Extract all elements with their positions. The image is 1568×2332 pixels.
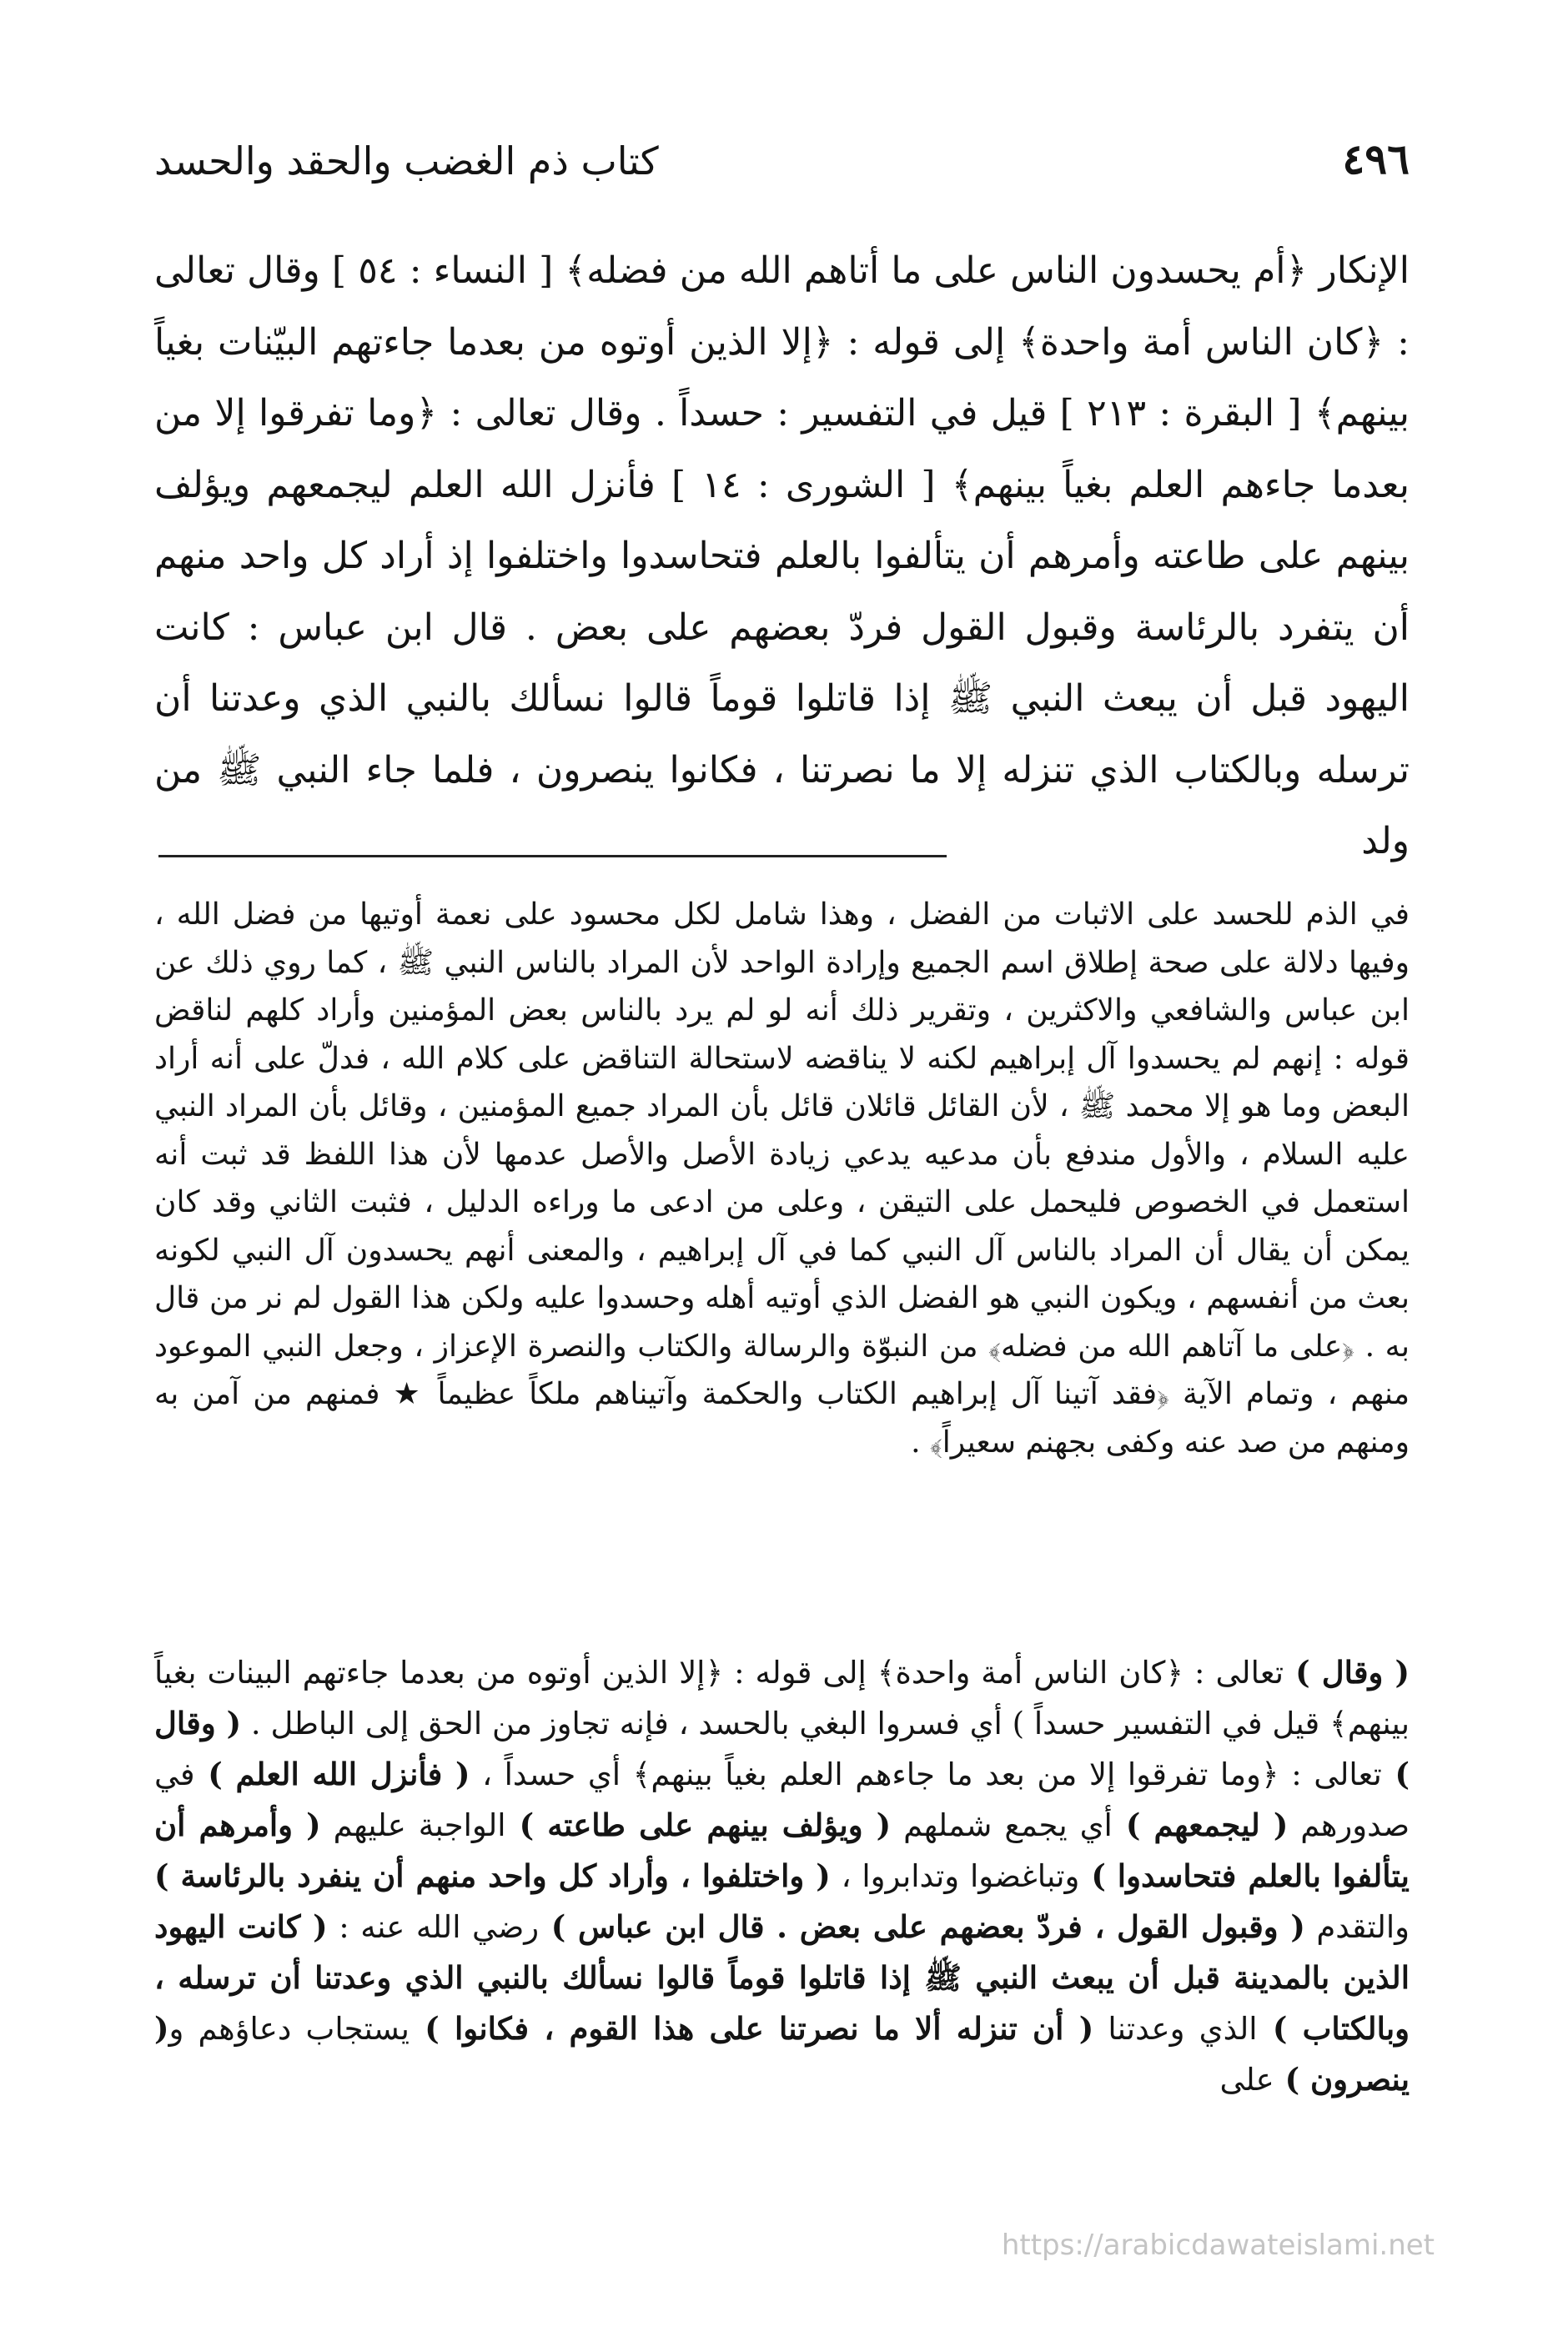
main-text <box>154 235 1410 877</box>
main-paragraph: الإنكار ﴿أم يحسدون الناس على ما أتاهم الله من فضله﴾ [ النساء : ٥٤ ] وقال تعالى : ﴿كان الناس أمة واحدة﴾ إلى قوله : ﴿إلا الذين أوتوه من بعدما جاءتهم البيّنات بغياً بينهم﴾ [ البقرة : ٢١٣ ] قيل في التفسير : حسداً . وقال تعالى : ﴿وما تفرقوا إلا من بعدما جاءهم العلم بغياً بينهم﴾ [ الشورى : ١٤ ] فأنزل الله العلم ليجمعهم ويؤلف بينهم على طاعته وأمرهم أن يتألفوا بالعلم فتحاسدوا واختلفوا إذ أراد كل واحد منهم أن يتفرد بالرئاسة وقبول القول فردّ بعضهم على بعض . قال ابن عباس : كانت اليهود قبل أن يبعث النبي ﷺ إذا قاتلوا قوماً قالوا نسألك بالنبي الذي وعدتنا أن ترسله وبالكتاب الذي تنزله إلا ما نصرتنا ، فكانوا ينصرون ، فلما جاء النبي ﷺ من ولد <box>154 249 1410 862</box>
commentary-segment: ( وقبول القول ، فردّ بعضهم على بعض . قال ابن عباس ) <box>539 1908 1305 1945</box>
page-number: ٤٩٦ <box>1342 134 1410 183</box>
footnote-divider <box>158 855 947 857</box>
commentary-segment: رضي الله عنه : <box>327 1909 540 1945</box>
commentary-segment: على <box>1219 2062 1274 2098</box>
commentary-segment: ( كانت اليهود الذين بالمدينة قبل أن يبعث النبي ﷺ إذا قاتلوا قوماً قالوا نسألك بالنبي الذي وعدتنا أن ترسله ، وبالكتاب ) <box>154 1908 1410 2047</box>
commentary-segment: ( ويؤلف بينهم على طاعته ) <box>505 1807 892 1843</box>
commentary-segment: تعالى : ﴿كان الناس أمة واحدة﴾ إلى قوله : ﴿إلا الذين أوتوه من بعدما جاءتهم البينات بغياً بينهم﴾ قيل في التفسير حسداً ) أي فسروا البغي بالحسد ، فإنه تجاوز من الحق إلى الباطل . <box>154 1655 1410 1741</box>
commentary-segment: ( فأنزل الله العلم ) <box>194 1756 470 1792</box>
commentary-segment: ( ينصرون ) <box>154 2010 1410 2098</box>
commentary-segment: ( ليجمعهم ) <box>1112 1807 1289 1843</box>
commentary-segment: ( وقال ) <box>154 1705 1410 1792</box>
commentary-text <box>154 1647 1410 2105</box>
commentary-segment: ( واختلفوا ، وأراد كل واحد منهم أن ينفرد بالرئاسة ) <box>154 1857 831 1894</box>
page-header <box>154 117 1410 183</box>
commentary-paragraph <box>154 1647 1410 2105</box>
watermark-url: https://arabicdawateislami.net <box>1001 2229 1435 2262</box>
commentary-segment: والتقدم <box>1304 1909 1410 1945</box>
commentary-segment: الواجبة عليهم <box>320 1807 506 1843</box>
commentary-segment: أي يجمع شملهم <box>891 1807 1113 1843</box>
commentary-segment: ( وقال ) <box>1284 1654 1410 1691</box>
commentary-segment: الذي وعدتنا <box>1093 2011 1258 2047</box>
commentary-segment: في صدورهم <box>154 1757 1410 1843</box>
running-title: كتاب ذم الغضب والحقد والحسد <box>154 138 659 183</box>
commentary-segment: وتباغضوا وتدابروا ، <box>830 1858 1080 1894</box>
commentary-segment: يستجاب دعاؤهم و <box>168 2011 410 2047</box>
commentary-segment: تعالى : ﴿وما تفرقوا إلا من بعد ما جاءهم العلم بغياً بينهم﴾ أي حسداً ، <box>470 1757 1382 1792</box>
commentary-segment: ( أن تنزله ألا ما نصرتنا على هذا القوم ، فكانوا ) <box>409 2010 1094 2047</box>
commentary-segment: ( وأمرهم أن يتألفوا بالعلم فتحاسدوا ) <box>154 1807 1410 1894</box>
footnote-text <box>154 891 1410 1466</box>
footnote-paragraph: في الذم للحسد على الاثبات من الفضل ، وهذا شامل لكل محسود على نعمة أوتيها من فضل الله ، وفيها دلالة على صحة إطلاق اسم الجميع وإرادة الواحد لأن المراد بالناس النبي ﷺ ، كما روي ذلك عن ابن عباس والشافعي والاكثرين ، وتقرير ذلك أنه لو لم يرد بالناس بعض المؤمنين وأراد كلهم لناقض قوله : إنهم لم يحسدوا آل إبراهيم لكنه لا يناقضه لاستحالة التناقض على كلام الله ، فدلّ على أنه أراد البعض وما هو إلا محمد ﷺ ، لأن القائل قائلان قائل بأن المراد جميع المؤمنين ، وقائل بأن المراد النبي عليه السلام ، والأول مندفع بأن مدعيه يدعي زيادة الأصل والأصل عدمها لأن هذا اللفظ قد ثبت أنه استعمل في الخصوص فليحمل على التيقن ، وعلى من ادعى ما وراءه الدليل ، فثبت الثاني وقد كان يمكن أن يقال أن المراد بالناس آل النبي كما في آل إبراهيم ، والمعنى أنهم يحسدون آل النبي لكونه بعث من أنفسهم ، ويكون النبي هو الفضل الذي أوتيه أهله وحسدوا عليه ولكن هذا القول لم نر من قال به . ﴿على ما آتاهم الله من فضله﴾ من النبوّة والرسالة والكتاب والنصرة الإعزاز ، وجعل النبي الموعود منهم ، وتمام الآية ﴿فقد آتينا آل إبراهيم الكتاب والحكمة وآتيناهم ملكاً عظيماً ★ فمنهم من آمن به ومنهم من صد عنه وكفى بجهنم سعيراً﴾ . <box>154 897 1410 1460</box>
